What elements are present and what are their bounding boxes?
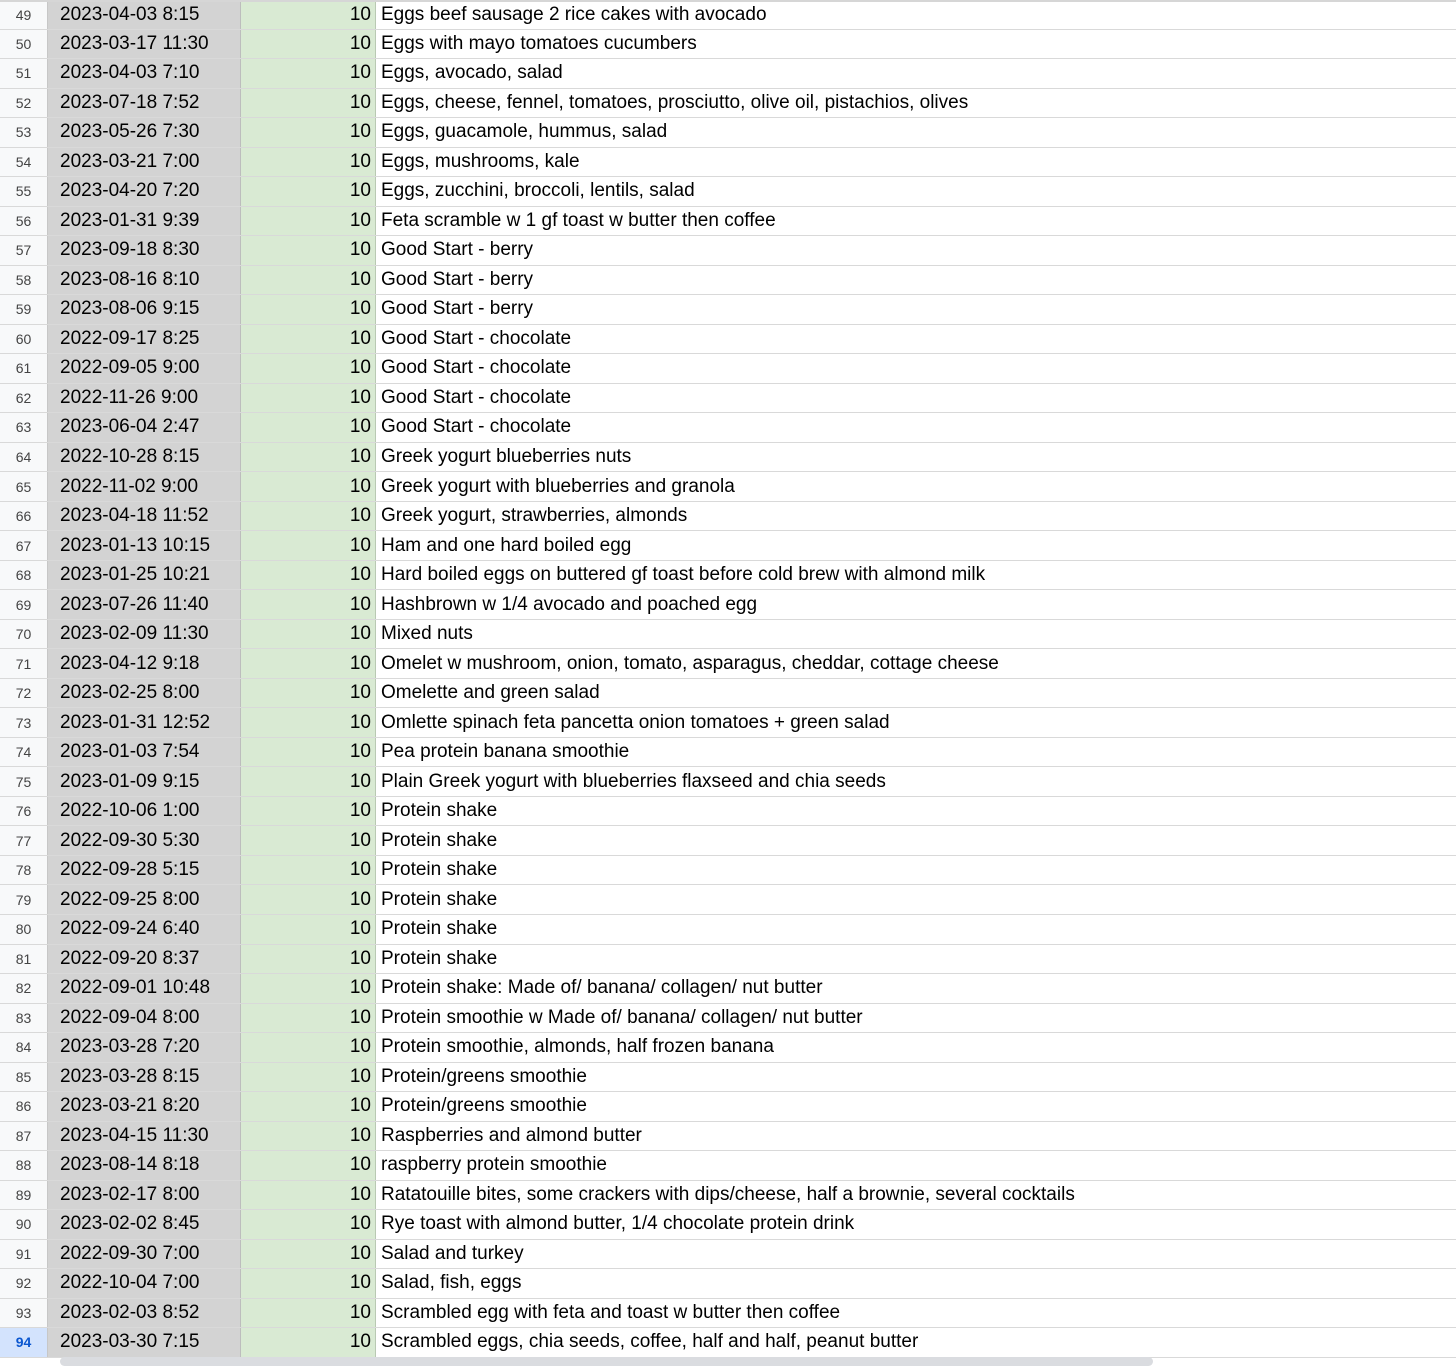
- food-description-cell[interactable]: Pea protein banana smoothie: [376, 738, 1456, 767]
- date-cell[interactable]: 2023-02-09 11:30: [48, 620, 241, 649]
- table-row: [0, 797, 1456, 827]
- date-cell[interactable]: 2023-02-03 8:52: [48, 1299, 241, 1328]
- row-header[interactable]: 89: [0, 1181, 48, 1210]
- date-cell[interactable]: 2022-09-17 8:25: [48, 325, 241, 354]
- table-row: [0, 826, 1456, 856]
- date-cell[interactable]: 2023-08-06 9:15: [48, 295, 241, 324]
- food-description-cell[interactable]: Hard boiled eggs on buttered gf toast before cold brew with almond milk: [376, 561, 1456, 590]
- food-description-cell[interactable]: Protein shake: [376, 945, 1456, 974]
- food-description-cell[interactable]: Plain Greek yogurt with blueberries flaxseed and chia seeds: [376, 767, 1456, 796]
- table-row: [0, 236, 1456, 266]
- score-cell[interactable]: 10: [241, 148, 376, 177]
- score-cell[interactable]: 10: [241, 59, 376, 88]
- row-header[interactable]: 62: [0, 384, 48, 413]
- food-description-cell[interactable]: Protein/greens smoothie: [376, 1063, 1456, 1092]
- row-header[interactable]: 84: [0, 1033, 48, 1062]
- date-cell[interactable]: 2023-07-18 7:52: [48, 89, 241, 118]
- table-row: [0, 89, 1456, 119]
- score-cell[interactable]: 10: [241, 1004, 376, 1033]
- row-header[interactable]: 72: [0, 679, 48, 708]
- date-cell[interactable]: 2023-08-16 8:10: [48, 266, 241, 295]
- food-description-cell[interactable]: Protein shake: [376, 797, 1456, 826]
- date-cell[interactable]: 2023-03-17 11:30: [48, 30, 241, 59]
- row-header[interactable]: 92: [0, 1269, 48, 1298]
- date-cell[interactable]: 2023-07-26 11:40: [48, 590, 241, 619]
- score-cell[interactable]: 10: [241, 915, 376, 944]
- table-row: [0, 443, 1456, 473]
- date-cell[interactable]: 2023-01-25 10:21: [48, 561, 241, 590]
- table-row: [0, 708, 1456, 738]
- date-cell[interactable]: 2023-03-30 7:15: [48, 1328, 241, 1357]
- table-row: [0, 148, 1456, 178]
- table-row: [0, 1004, 1456, 1034]
- table-row: [0, 738, 1456, 768]
- score-cell[interactable]: 10: [241, 207, 376, 236]
- table-row: [0, 1122, 1456, 1152]
- score-cell[interactable]: 10: [241, 679, 376, 708]
- food-description-cell[interactable]: Eggs, avocado, salad: [376, 59, 1456, 88]
- date-cell[interactable]: 2023-04-03 8:15: [48, 2, 241, 29]
- table-row: [0, 531, 1456, 561]
- food-description-cell[interactable]: Protein shake: [376, 885, 1456, 914]
- score-cell[interactable]: 10: [241, 1122, 376, 1151]
- row-header[interactable]: 79: [0, 885, 48, 914]
- date-cell[interactable]: 2022-10-28 8:15: [48, 443, 241, 472]
- row-header[interactable]: 94: [0, 1328, 48, 1357]
- date-cell[interactable]: 2022-10-04 7:00: [48, 1269, 241, 1298]
- table-row: [0, 974, 1456, 1004]
- row-header[interactable]: 71: [0, 649, 48, 678]
- table-row: [0, 118, 1456, 148]
- table-row: [0, 1063, 1456, 1093]
- date-cell[interactable]: 2023-04-15 11:30: [48, 1122, 241, 1151]
- date-cell[interactable]: 2023-01-31 9:39: [48, 207, 241, 236]
- food-description-cell[interactable]: Eggs, zucchini, broccoli, lentils, salad: [376, 177, 1456, 206]
- food-description-cell[interactable]: Protein/greens smoothie: [376, 1092, 1456, 1121]
- row-header[interactable]: 90: [0, 1210, 48, 1239]
- table-row: [0, 1328, 1456, 1358]
- score-cell[interactable]: 10: [241, 1063, 376, 1092]
- date-cell[interactable]: 2023-01-03 7:54: [48, 738, 241, 767]
- score-cell[interactable]: 10: [241, 561, 376, 590]
- table-row: [0, 177, 1456, 207]
- row-header[interactable]: 60: [0, 325, 48, 354]
- date-cell[interactable]: 2022-09-30 5:30: [48, 826, 241, 855]
- table-row: [0, 502, 1456, 532]
- date-cell[interactable]: 2022-09-28 5:15: [48, 856, 241, 885]
- score-cell[interactable]: 10: [241, 620, 376, 649]
- table-row: [0, 1033, 1456, 1063]
- food-description-cell[interactable]: Ham and one hard boiled egg: [376, 531, 1456, 560]
- food-description-cell[interactable]: Eggs, guacamole, hummus, salad: [376, 118, 1456, 147]
- row-header[interactable]: 73: [0, 708, 48, 737]
- row-header[interactable]: 53: [0, 118, 48, 147]
- row-header[interactable]: 75: [0, 767, 48, 796]
- date-cell[interactable]: 2022-09-05 9:00: [48, 354, 241, 383]
- date-cell[interactable]: 2023-02-02 8:45: [48, 1210, 241, 1239]
- score-cell[interactable]: 10: [241, 708, 376, 737]
- food-description-cell[interactable]: Greek yogurt blueberries nuts: [376, 443, 1456, 472]
- table-row: [0, 915, 1456, 945]
- score-cell[interactable]: 10: [241, 295, 376, 324]
- date-cell[interactable]: 2023-04-18 11:52: [48, 502, 241, 531]
- score-cell[interactable]: 10: [241, 1210, 376, 1239]
- table-row: [0, 679, 1456, 709]
- date-cell[interactable]: 2022-10-06 1:00: [48, 797, 241, 826]
- date-cell[interactable]: 2023-03-21 7:00: [48, 148, 241, 177]
- score-cell[interactable]: 10: [241, 885, 376, 914]
- score-cell[interactable]: 10: [241, 1269, 376, 1298]
- table-row: [0, 384, 1456, 414]
- food-description-cell[interactable]: Greek yogurt, strawberries, almonds: [376, 502, 1456, 531]
- score-cell[interactable]: 10: [241, 945, 376, 974]
- food-description-cell[interactable]: Protein shake: [376, 856, 1456, 885]
- score-cell[interactable]: 10: [241, 354, 376, 383]
- date-cell[interactable]: 2023-01-09 9:15: [48, 767, 241, 796]
- row-header[interactable]: 52: [0, 89, 48, 118]
- date-cell[interactable]: 2023-05-26 7:30: [48, 118, 241, 147]
- row-header[interactable]: 74: [0, 738, 48, 767]
- table-row: [0, 59, 1456, 89]
- food-description-cell[interactable]: raspberry protein smoothie: [376, 1151, 1456, 1180]
- table-row: [0, 561, 1456, 591]
- row-header[interactable]: 51: [0, 59, 48, 88]
- table-row: [0, 1240, 1456, 1270]
- date-cell[interactable]: 2023-04-20 7:20: [48, 177, 241, 206]
- table-row: [0, 945, 1456, 975]
- food-description-cell[interactable]: Greek yogurt with blueberries and granola: [376, 472, 1456, 501]
- score-cell[interactable]: 10: [241, 177, 376, 206]
- row-header[interactable]: 82: [0, 974, 48, 1003]
- food-description-cell[interactable]: Eggs with mayo tomatoes cucumbers: [376, 30, 1456, 59]
- table-row: [0, 413, 1456, 443]
- table-row: [0, 620, 1456, 650]
- score-cell[interactable]: 10: [241, 325, 376, 354]
- table-row: [0, 354, 1456, 384]
- food-description-cell[interactable]: Protein shake: [376, 826, 1456, 855]
- row-header[interactable]: 80: [0, 915, 48, 944]
- date-cell[interactable]: 2023-09-18 8:30: [48, 236, 241, 265]
- score-cell[interactable]: 10: [241, 1151, 376, 1180]
- row-header[interactable]: 65: [0, 472, 48, 501]
- date-cell[interactable]: 2022-09-30 7:00: [48, 1240, 241, 1269]
- date-cell[interactable]: 2023-03-21 8:20: [48, 1092, 241, 1121]
- table-row: [0, 325, 1456, 355]
- table-row: [0, 767, 1456, 797]
- horizontal-scrollbar[interactable]: [60, 1357, 1153, 1366]
- row-header[interactable]: 81: [0, 945, 48, 974]
- row-header[interactable]: 54: [0, 148, 48, 177]
- row-header[interactable]: 64: [0, 443, 48, 472]
- row-header[interactable]: 67: [0, 531, 48, 560]
- score-cell[interactable]: 10: [241, 472, 376, 501]
- score-cell[interactable]: 10: [241, 826, 376, 855]
- row-header[interactable]: 63: [0, 413, 48, 442]
- score-cell[interactable]: 10: [241, 1181, 376, 1210]
- table-row: [0, 295, 1456, 325]
- food-description-cell[interactable]: Scrambled egg with feta and toast w butter then coffee: [376, 1299, 1456, 1328]
- row-header[interactable]: 88: [0, 1151, 48, 1180]
- table-row: [0, 207, 1456, 237]
- score-cell[interactable]: 10: [241, 89, 376, 118]
- food-description-cell[interactable]: Scrambled eggs, chia seeds, coffee, half and half, peanut butter: [376, 1328, 1456, 1357]
- score-cell[interactable]: 10: [241, 738, 376, 767]
- food-description-cell[interactable]: Rye toast with almond butter, 1/4 chocolate protein drink: [376, 1210, 1456, 1239]
- food-description-cell[interactable]: Raspberries and almond butter: [376, 1122, 1456, 1151]
- food-description-cell[interactable]: Eggs, cheese, fennel, tomatoes, prosciutto, olive oil, pistachios, olives: [376, 89, 1456, 118]
- food-description-cell[interactable]: Salad, fish, eggs: [376, 1269, 1456, 1298]
- table-row: [0, 0, 1456, 30]
- food-description-cell[interactable]: Omlette spinach feta pancetta onion tomatoes + green salad: [376, 708, 1456, 737]
- food-description-cell[interactable]: Hashbrown w 1/4 avocado and poached egg: [376, 590, 1456, 619]
- food-description-cell[interactable]: Protein smoothie w Made of/ banana/ collagen/ nut butter: [376, 1004, 1456, 1033]
- row-header[interactable]: 76: [0, 797, 48, 826]
- date-cell[interactable]: 2023-01-13 10:15: [48, 531, 241, 560]
- score-cell[interactable]: 10: [241, 502, 376, 531]
- table-row: [0, 856, 1456, 886]
- date-cell[interactable]: 2022-09-20 8:37: [48, 945, 241, 974]
- score-cell[interactable]: 10: [241, 797, 376, 826]
- food-description-cell[interactable]: Good Start - chocolate: [376, 325, 1456, 354]
- row-header[interactable]: 93: [0, 1299, 48, 1328]
- date-cell[interactable]: 2023-04-03 7:10: [48, 59, 241, 88]
- row-header[interactable]: 85: [0, 1063, 48, 1092]
- score-cell[interactable]: 10: [241, 856, 376, 885]
- row-header[interactable]: 58: [0, 266, 48, 295]
- table-row: [0, 30, 1456, 60]
- score-cell[interactable]: 10: [241, 443, 376, 472]
- row-header[interactable]: 59: [0, 295, 48, 324]
- food-description-cell[interactable]: Omelette and green salad: [376, 679, 1456, 708]
- row-header[interactable]: 50: [0, 30, 48, 59]
- row-header[interactable]: 87: [0, 1122, 48, 1151]
- food-description-cell[interactable]: Mixed nuts: [376, 620, 1456, 649]
- date-cell[interactable]: 2023-06-04 2:47: [48, 413, 241, 442]
- food-description-cell[interactable]: Ratatouille bites, some crackers with dips/cheese, half a brownie, several cocktails: [376, 1181, 1456, 1210]
- food-description-cell[interactable]: Omelet w mushroom, onion, tomato, asparagus, cheddar, cottage cheese: [376, 649, 1456, 678]
- food-description-cell[interactable]: Eggs, mushrooms, kale: [376, 148, 1456, 177]
- score-cell[interactable]: 10: [241, 1092, 376, 1121]
- food-description-cell[interactable]: Good Start - berry: [376, 295, 1456, 324]
- row-header[interactable]: 77: [0, 826, 48, 855]
- row-header[interactable]: 86: [0, 1092, 48, 1121]
- table-row: [0, 1210, 1456, 1240]
- table-row: [0, 266, 1456, 296]
- table-row: [0, 1092, 1456, 1122]
- row-header[interactable]: 70: [0, 620, 48, 649]
- row-header[interactable]: 57: [0, 236, 48, 265]
- table-row: [0, 472, 1456, 502]
- food-description-cell[interactable]: Protein smoothie, almonds, half frozen banana: [376, 1033, 1456, 1062]
- table-row: [0, 649, 1456, 679]
- score-cell[interactable]: 10: [241, 767, 376, 796]
- row-header[interactable]: 68: [0, 561, 48, 590]
- row-header[interactable]: 49: [0, 2, 48, 29]
- food-description-cell[interactable]: Protein shake: Made of/ banana/ collagen/ nut butter: [376, 974, 1456, 1003]
- food-description-cell[interactable]: Salad and turkey: [376, 1240, 1456, 1269]
- score-cell[interactable]: 10: [241, 1240, 376, 1269]
- date-cell[interactable]: 2023-02-17 8:00: [48, 1181, 241, 1210]
- date-cell[interactable]: 2023-03-28 8:15: [48, 1063, 241, 1092]
- date-cell[interactable]: 2022-09-25 8:00: [48, 885, 241, 914]
- row-header[interactable]: 56: [0, 207, 48, 236]
- score-cell[interactable]: 10: [241, 384, 376, 413]
- row-header[interactable]: 55: [0, 177, 48, 206]
- food-description-cell[interactable]: Good Start - chocolate: [376, 354, 1456, 383]
- score-cell[interactable]: 10: [241, 590, 376, 619]
- score-cell[interactable]: 10: [241, 649, 376, 678]
- date-cell[interactable]: 2023-02-25 8:00: [48, 679, 241, 708]
- row-header[interactable]: 91: [0, 1240, 48, 1269]
- table-row: [0, 885, 1456, 915]
- score-cell[interactable]: 10: [241, 236, 376, 265]
- table-row: [0, 1269, 1456, 1299]
- score-cell[interactable]: 10: [241, 531, 376, 560]
- food-description-cell[interactable]: Good Start - chocolate: [376, 413, 1456, 442]
- date-cell[interactable]: 2022-11-02 9:00: [48, 472, 241, 501]
- row-header[interactable]: 78: [0, 856, 48, 885]
- date-cell[interactable]: 2023-08-14 8:18: [48, 1151, 241, 1180]
- score-cell[interactable]: 10: [241, 1328, 376, 1357]
- food-description-cell[interactable]: Good Start - chocolate: [376, 384, 1456, 413]
- date-cell[interactable]: 2023-03-28 7:20: [48, 1033, 241, 1062]
- row-header[interactable]: 83: [0, 1004, 48, 1033]
- table-row: [0, 1299, 1456, 1329]
- date-cell[interactable]: 2023-01-31 12:52: [48, 708, 241, 737]
- food-description-cell[interactable]: Feta scramble w 1 gf toast w butter then coffee: [376, 207, 1456, 236]
- date-cell[interactable]: 2022-09-01 10:48: [48, 974, 241, 1003]
- score-cell[interactable]: 10: [241, 1299, 376, 1328]
- table-row: [0, 590, 1456, 620]
- date-cell[interactable]: 2022-09-04 8:00: [48, 1004, 241, 1033]
- score-cell[interactable]: 10: [241, 118, 376, 147]
- score-cell[interactable]: 10: [241, 974, 376, 1003]
- date-cell[interactable]: 2022-11-26 9:00: [48, 384, 241, 413]
- score-cell[interactable]: 10: [241, 413, 376, 442]
- food-description-cell[interactable]: Good Start - berry: [376, 236, 1456, 265]
- score-cell[interactable]: 10: [241, 2, 376, 29]
- score-cell[interactable]: 10: [241, 30, 376, 59]
- food-description-cell[interactable]: Protein shake: [376, 915, 1456, 944]
- row-header[interactable]: 69: [0, 590, 48, 619]
- date-cell[interactable]: 2022-09-24 6:40: [48, 915, 241, 944]
- score-cell[interactable]: 10: [241, 1033, 376, 1062]
- row-header[interactable]: 66: [0, 502, 48, 531]
- table-row: [0, 1181, 1456, 1211]
- row-header[interactable]: 61: [0, 354, 48, 383]
- score-cell[interactable]: 10: [241, 266, 376, 295]
- food-description-cell[interactable]: Good Start - berry: [376, 266, 1456, 295]
- table-row: [0, 1151, 1456, 1181]
- date-cell[interactable]: 2023-04-12 9:18: [48, 649, 241, 678]
- food-description-cell[interactable]: Eggs beef sausage 2 rice cakes with avocado: [376, 2, 1456, 29]
